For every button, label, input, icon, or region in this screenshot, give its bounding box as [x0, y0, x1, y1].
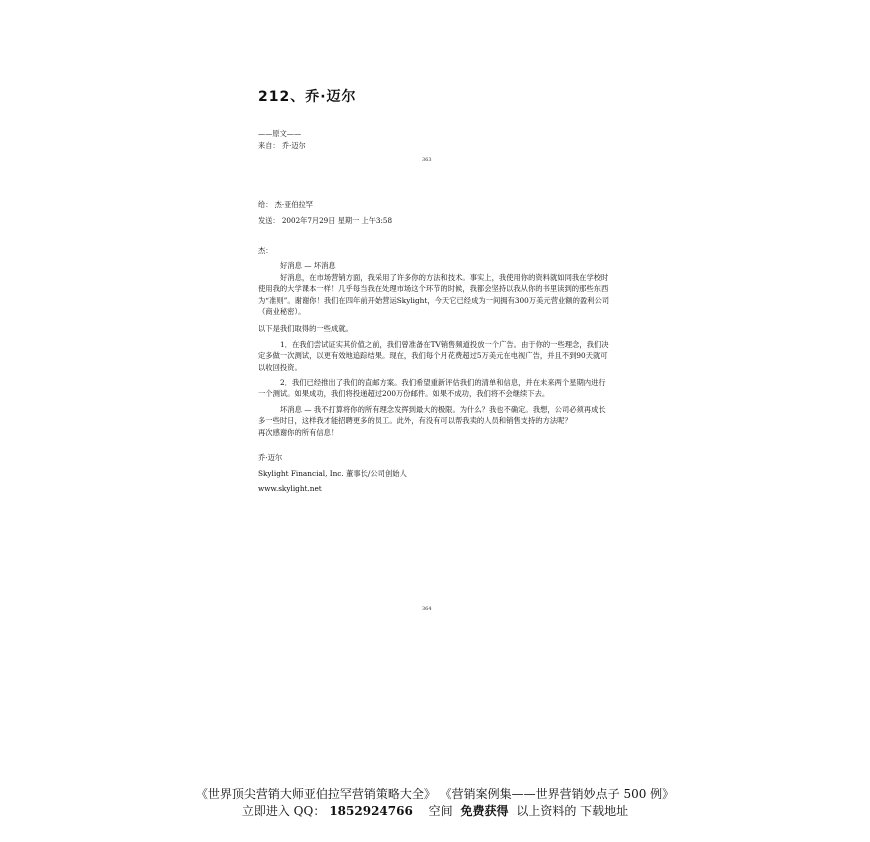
page-number-bottom: 364 — [422, 606, 432, 612]
footer-enter-text: 立即进入 QQ： — [241, 804, 326, 818]
paragraph: 坏消息 — 我不打算将你的所有理念发挥到最大的极限。为什么？我也不确定。我想，公司必须再成长多一些时日，这样我才能招聘更多的员工。此外，有没有可以帮我卖的人员和销售支持的方法呢？ — [258, 404, 606, 426]
original-label: ——原文—— — [258, 129, 302, 138]
footer-download-line — [0, 802, 870, 819]
paragraph: 2．我们已经推出了我们的直邮方案。我们希望重新评估我们的清单和信息，并在未来两个星期内进行一个测试。如果成功，我们将投递超过200万份邮件。如果不成功，我们将不会继续下去。 — [258, 378, 606, 399]
signature-name: 乔·迈尔 — [258, 453, 283, 463]
footer-rest-text: 以上资料的 下载地址 — [516, 804, 629, 818]
paragraph: 好消息，在市场营销方面，我采用了许多你的方法和技术。事实上，我使用你的资料就如同我在学校时使用我的大学课本一样！几乎每当我在处理市场这个环节的时候，我都会坚持以我从你的书里读到的那些东西为“准则”。谢谢你！我们在四年前开始营运Skylight，今天它已经成为一间拥有300万美元营业额的盈利公司（商业秘密）。 — [258, 272, 610, 317]
paragraph: 以下是我们取得的一些成就。 — [258, 324, 353, 334]
paragraph: 1．在我们尝试证实其价值之前，我们曾准备在TV销售频道投放一个广告。由于你的一些理念，我们决定多做一次测试，以更有效地追踪结果。现在，我们每个月花费超过5万美元在电视广告，并且不到90天就可以收回投资。 — [258, 339, 609, 372]
page-number-top: 363 — [422, 157, 432, 163]
footer-free-text: 免费获得 — [460, 804, 509, 818]
page-title: 212、乔·迈尔 — [258, 89, 357, 105]
letter-body — [258, 245, 610, 494]
greeting: 好消息 — 坏消息 — [280, 261, 336, 271]
footer-qq-number: 1852924766 — [329, 804, 413, 818]
salutation: 杰： — [258, 246, 273, 255]
signature-web: www.skylight.net — [258, 483, 322, 493]
signature-company: Skylight Financial, Inc. 董事长/公司创始人 — [258, 468, 407, 478]
sent-line: 发送： 2002年7月29日 星期一 上午3:58 — [258, 216, 393, 225]
paragraph: 再次感谢你的所有信息！ — [258, 427, 339, 437]
from-line: 来自： 乔·迈尔 — [258, 141, 306, 150]
footer-book-titles: 《世界顶尖营销大师亚伯拉罕营销策略大全》 《营销案例集——世界营销妙点子 500 例》 — [195, 787, 675, 801]
to-line: 给： 杰·亚伯拉罕 — [258, 200, 313, 209]
footer-space-text: 空间 — [428, 804, 453, 818]
